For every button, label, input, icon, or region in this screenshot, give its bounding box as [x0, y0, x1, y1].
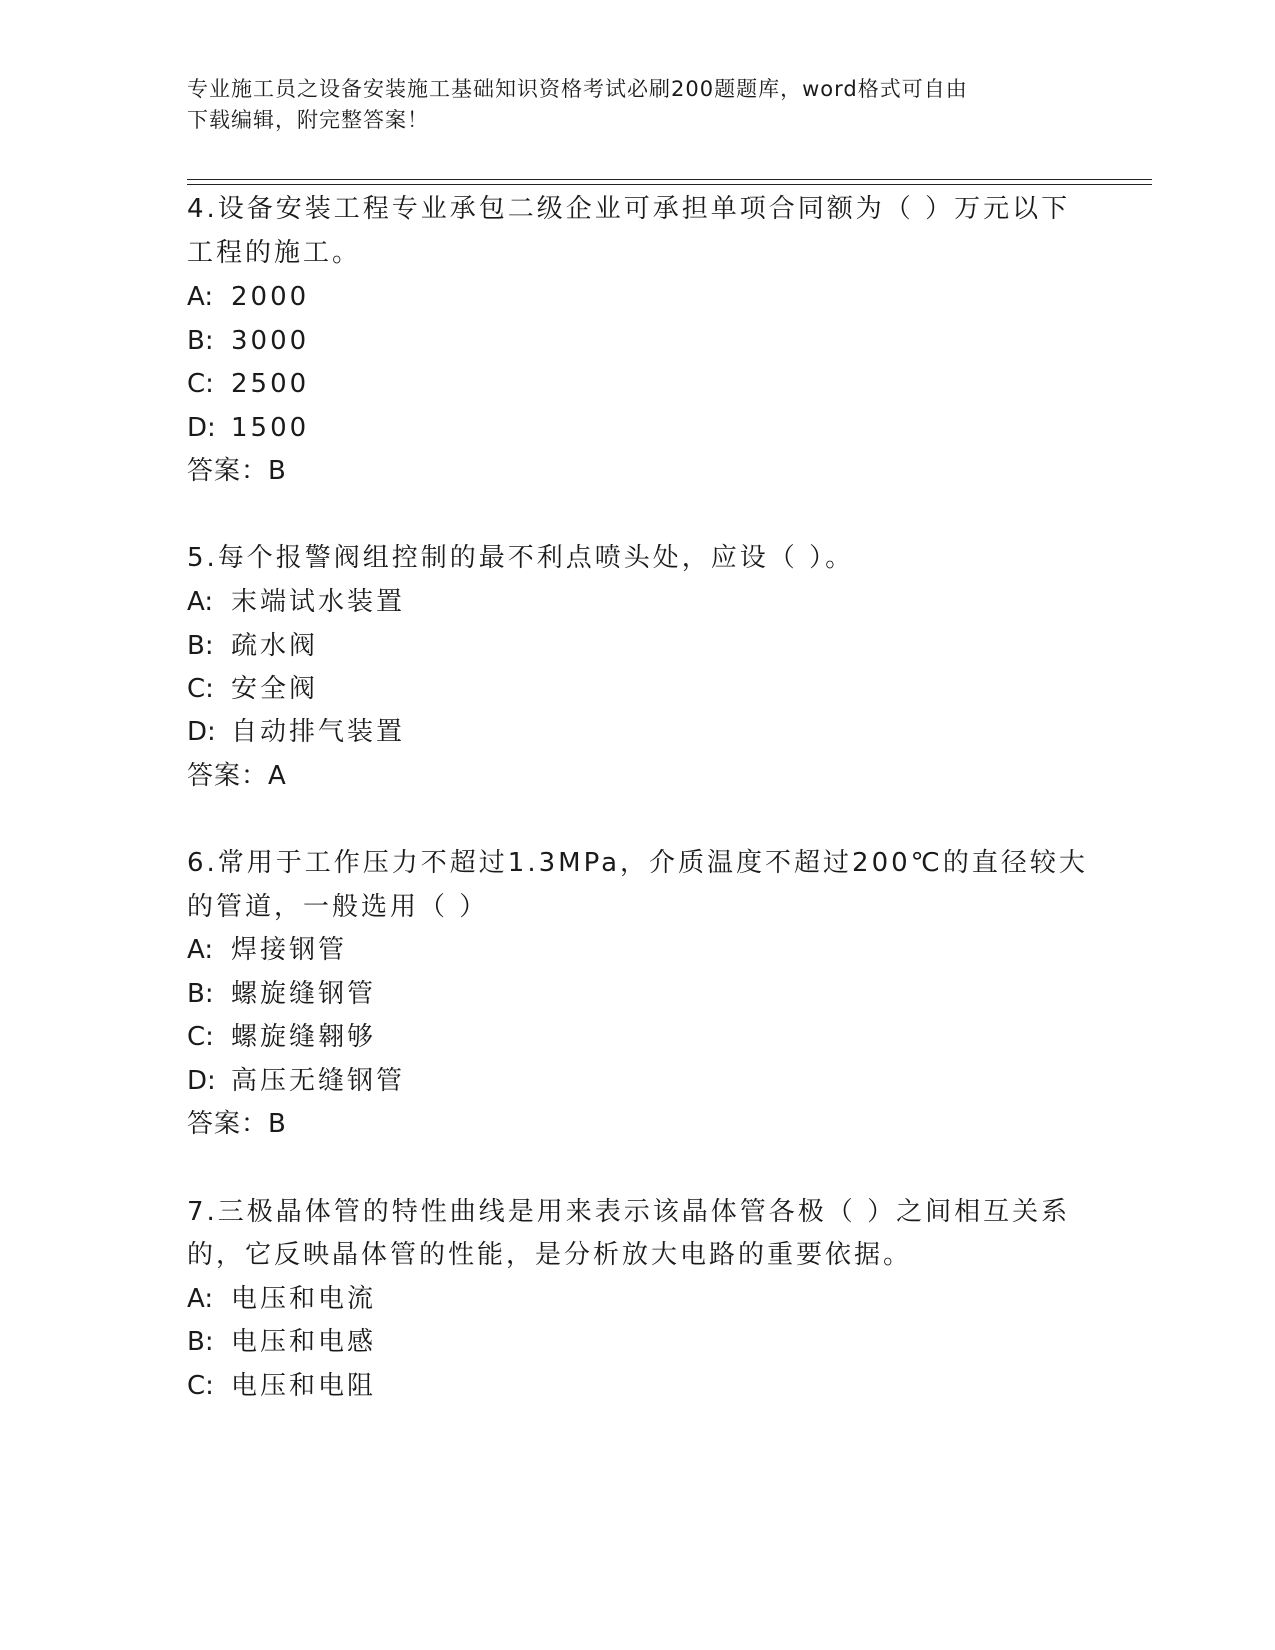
- option-label: A:: [187, 935, 214, 965]
- question-5-answer: 答案：A: [187, 761, 287, 791]
- question-7-option-b: [187, 1326, 376, 1358]
- option-text: 电压和电感: [231, 1327, 377, 1357]
- option-label: C:: [187, 1022, 214, 1052]
- header-line-2: 下载编辑，附完整答案！: [187, 108, 429, 132]
- option-text: 高压无缝钢管: [231, 1066, 406, 1096]
- option-label: D:: [187, 413, 216, 443]
- question-7-stem-line-1: 7.三极晶体管的特性曲线是用来表示该晶体管各极（ ）之间相互关系: [187, 1197, 1071, 1227]
- option-text: 2500: [231, 369, 310, 399]
- option-label: D:: [187, 1066, 216, 1096]
- question-6-option-b: [187, 978, 376, 1010]
- option-text: 疏水阀: [231, 631, 319, 661]
- option-label: D:: [187, 717, 216, 747]
- question-4-option-d: [187, 412, 309, 444]
- option-text: 电压和电流: [231, 1284, 377, 1314]
- question-7-option-a: [187, 1283, 376, 1315]
- header-divider-top: [187, 179, 1152, 180]
- option-label: C:: [187, 369, 214, 399]
- option-label: B:: [187, 1327, 214, 1357]
- question-4-stem-line-2: 工程的施工。: [187, 238, 362, 268]
- question-6-stem-line-2: 的管道，一般选用（ ）: [187, 892, 489, 922]
- option-label: B:: [187, 326, 214, 356]
- question-6-option-c: [187, 1021, 376, 1053]
- option-label: A:: [187, 587, 214, 617]
- option-text: 螺旋缝翱够: [231, 1022, 377, 1052]
- option-text: 1500: [231, 413, 310, 443]
- question-5-option-d: [187, 716, 405, 748]
- question-5-option-c: [187, 673, 318, 705]
- option-text: 焊接钢管: [231, 935, 348, 965]
- option-text: 安全阀: [231, 674, 319, 704]
- option-text: 3000: [231, 326, 310, 356]
- question-4-option-a: [187, 281, 309, 313]
- question-5-stem-line-1: 5.每个报警阀组控制的最不利点喷头处，应设（ ）。: [187, 543, 855, 573]
- option-label: C:: [187, 674, 214, 704]
- option-text: 2000: [231, 282, 310, 312]
- question-4-stem-line-1: 4.设备安装工程专业承包二级企业可承担单项合同额为（ ）万元以下: [187, 194, 1071, 224]
- question-6-answer: 答案：B: [187, 1109, 287, 1139]
- option-label: B:: [187, 631, 214, 661]
- option-label: C:: [187, 1371, 214, 1401]
- option-label: A:: [187, 1284, 214, 1314]
- question-4-answer: 答案：B: [187, 456, 287, 486]
- document-header: [187, 74, 1087, 136]
- header-line-1: 专业施工员之设备安装施工基础知识资格考试必刷200题题库，word格式可自由: [187, 77, 968, 101]
- option-text: 螺旋缝钢管: [231, 979, 377, 1009]
- question-6-option-a: [187, 934, 347, 966]
- question-7-stem-line-2: 的，它反映晶体管的性能，是分析放大电路的重要依据。: [187, 1240, 913, 1270]
- header-divider-bottom: [187, 184, 1152, 185]
- question-6-option-d: [187, 1065, 405, 1097]
- option-text: 末端试水装置: [231, 587, 406, 617]
- question-5-option-a: [187, 586, 405, 618]
- question-5-option-b: [187, 630, 318, 662]
- option-text: 自动排气装置: [231, 717, 406, 747]
- question-4-option-b: [187, 325, 309, 357]
- option-label: B:: [187, 979, 214, 1009]
- question-4-option-c: [187, 368, 309, 400]
- question-6-stem-line-1: 6.常用于工作压力不超过1.3MPa，介质温度不超过200℃的直径较大: [187, 848, 1088, 878]
- question-7-option-c: [187, 1370, 376, 1402]
- option-text: 电压和电阻: [231, 1371, 377, 1401]
- option-label: A:: [187, 282, 214, 312]
